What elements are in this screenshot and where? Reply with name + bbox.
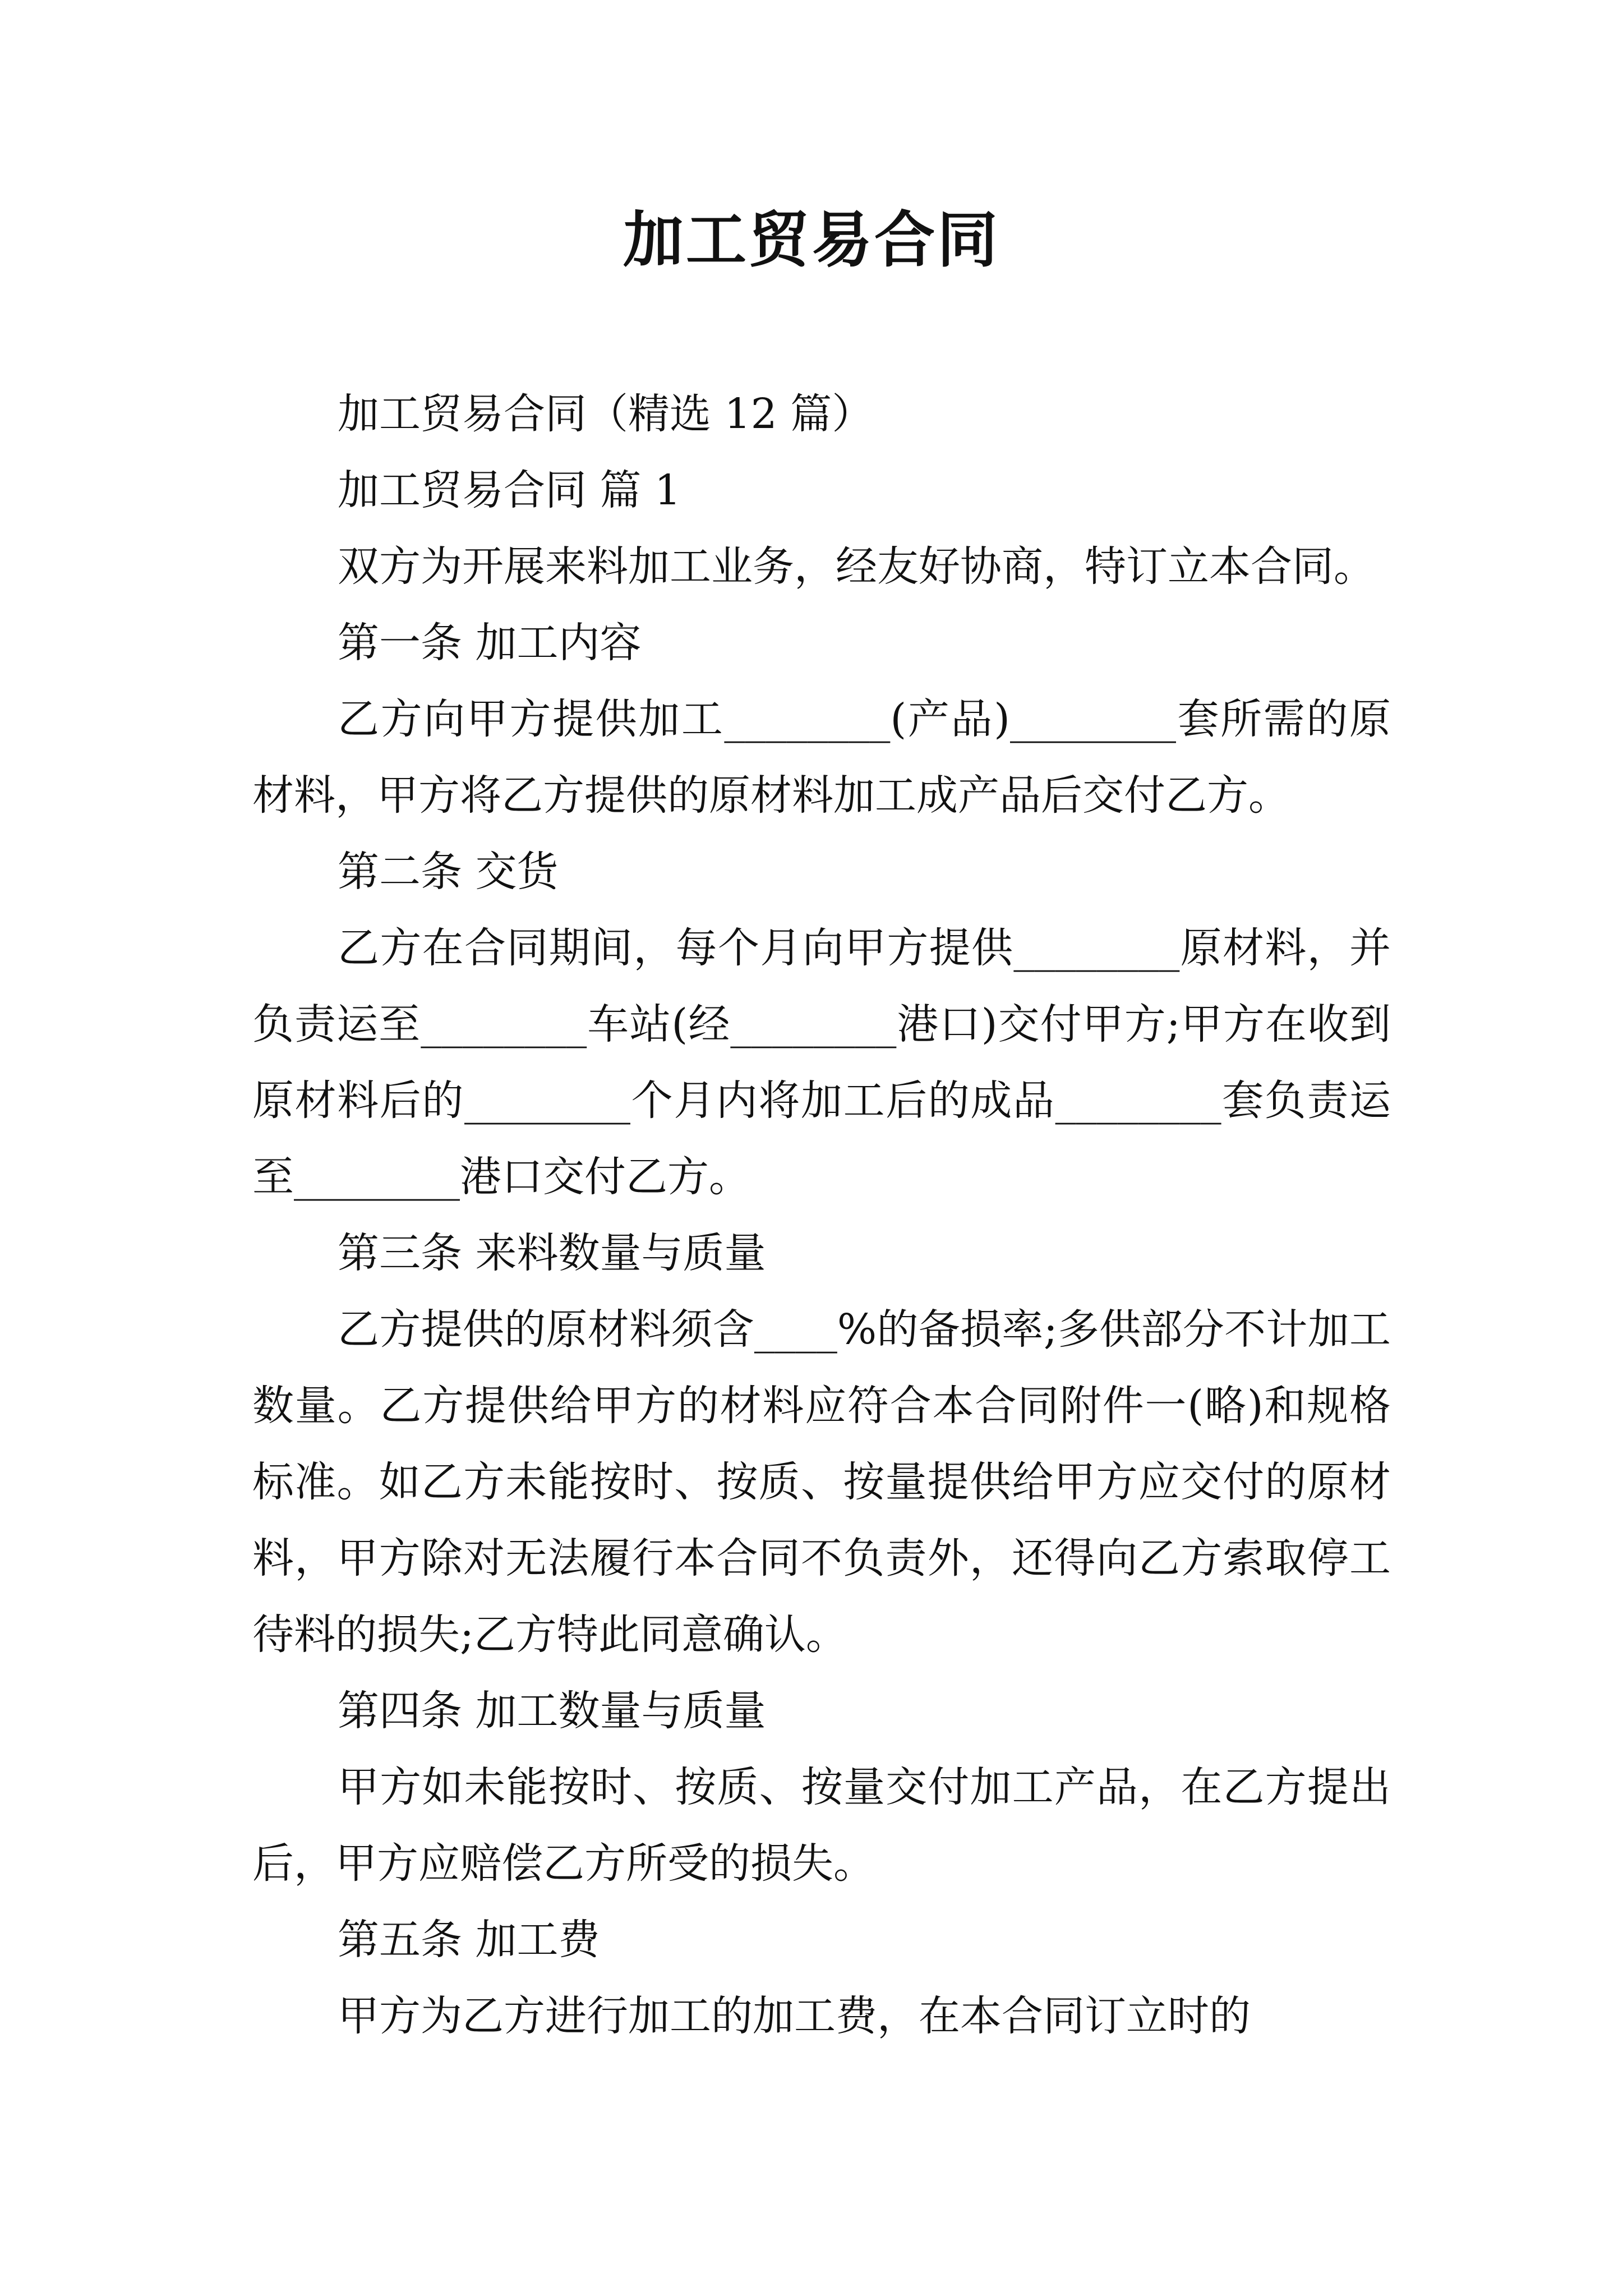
article-heading: 第五条 加工费	[338, 1916, 600, 1964]
body-paragraph: 乙方提供的原材料须含____%的备损率;多供部分不计加工数量。乙方提供给甲方的材料应符合本合同附件一(略)和规格标准。如乙方未能按时、按质、按量提供给甲方应交付的原材料，甲方除对无法履行本合同不负责外，还得向乙方索取停工待料的损失;乙方特此同意确认。	[252, 1305, 1391, 1659]
article-heading: 第二条 交货	[338, 848, 559, 896]
subtitle-heading: 加工贸易合同（精选 12 篇）	[338, 390, 874, 438]
body-paragraph: 甲方为乙方进行加工的加工费，在本合同订立时的	[338, 1992, 1251, 2040]
document-title: 加工贸易合同	[623, 205, 1000, 275]
body-paragraph: 乙方在合同期间，每个月向甲方提供________原材料，并负责运至________车站(经________港口)交付甲方;甲方在收到原材料后的________个月内将加工后的成品________套负责运至________港口交付乙方。	[252, 924, 1391, 1201]
body-paragraph: 双方为开展来料加工业务，经友好协商，特订立本合同。	[338, 542, 1375, 591]
article-heading: 第四条 加工数量与质量	[338, 1687, 766, 1735]
body-paragraph: 甲方如未能按时、按质、按量交付加工产品，在乙方提出后，甲方应赔偿乙方所受的损失。	[252, 1763, 1391, 1888]
section-heading: 加工贸易合同 篇 1	[338, 466, 681, 514]
body-paragraph: 乙方向甲方提供加工________(产品)________套所需的原材料，甲方将乙方提供的原材料加工成产品后交付乙方。	[252, 695, 1391, 820]
article-heading: 第三条 来料数量与质量	[338, 1229, 766, 1277]
document-body	[252, 376, 1391, 2054]
article-heading: 第一条 加工内容	[338, 619, 642, 667]
